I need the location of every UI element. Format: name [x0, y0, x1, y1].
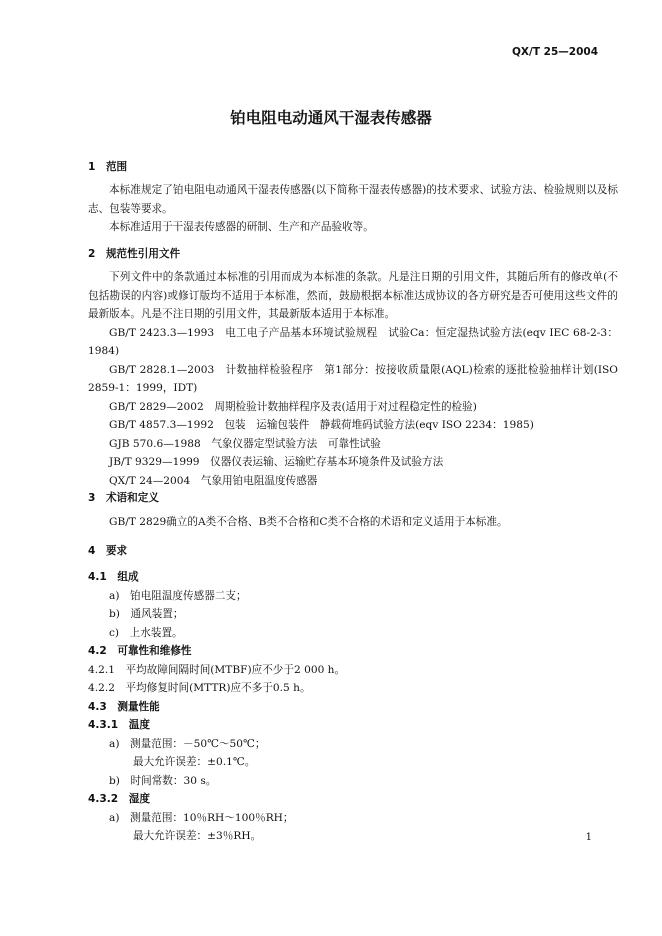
standard-code: QX/T 25—2004: [511, 46, 598, 58]
list-item: b) 通风装置；: [109, 608, 184, 620]
section-1-paragraph-2: 本标准适用于干湿表传感器的研制、生产和产品验收等。: [109, 221, 374, 233]
list-item: a) 测量范围：10％RH～100％RH；: [109, 811, 294, 824]
section-2-heading: 2 规范性引用文件: [88, 248, 181, 260]
section-4-2-heading: 4.2 可靠性和维修性: [88, 645, 192, 657]
section-3: [88, 489, 618, 508]
list-item: a) 测量范围：－50℃～50℃；: [109, 737, 266, 750]
list-item-continuation: 最大允许误差：±3％RH。: [133, 830, 262, 842]
section-1-paragraph-1: 本标准规定了铂电阻电动通风干湿表传感器(以下简称干湿表传感器)的技术要求、试验方法、检验规则以及标志、包装等要求。: [88, 184, 618, 215]
reference-item: GB/T 4857.3—1992 包装 运输包装件 静载荷堆码试验方法(eqv ISO 2234：1985): [109, 419, 534, 431]
page-number: 1: [585, 832, 592, 843]
reference-item: GB/T 2423.3—1993 电工电子产品基本环境试验规程 试验Ca：恒定湿热试验方法(eqv IEC 68-2-3：1984): [88, 326, 618, 357]
section-4-3-2-heading: 4.3.2 湿度: [88, 793, 150, 805]
list-item: b) 时间常数：30 s。: [109, 774, 217, 787]
section-3-heading: 3 术语和定义: [88, 492, 159, 504]
reference-item: GB/T 2828.1—2003 计数抽样检验程序 第1部分：按接收质量限(AQL)检索的逐批检验抽样计划(ISO 2859-1：1999，IDT): [88, 363, 618, 394]
section-1-heading: 1 范围: [88, 161, 128, 173]
list-item-continuation: 最大允许误差：±0.1℃。: [133, 756, 256, 768]
section-2-body: [88, 268, 618, 490]
list-item: a) 铂电阻温度传感器二支；: [109, 589, 247, 602]
reference-item: GB/T 2829—2002 周期检验计数抽样程序及表(适用于对过程稳定性的检验): [109, 400, 477, 413]
section-4-3-1-heading: 4.3.1 温度: [88, 719, 150, 731]
section-2-paragraph-1: 下列文件中的条款通过本标准的引用而成为本标准的条款。凡是注日期的引用文件，其随后所有的修改单(不包括勘误的内容)或修订版均不适用于本标准，然而，鼓励根据本标准达成协议的各方研究是否可使用这些文件的最新版本。凡是不注日期的引用文件，其最新版本适用于本标准。: [88, 271, 618, 320]
reference-item: JB/T 9329—1999 仪器仪表运输、运输贮存基本环境条件及试验方法: [109, 456, 444, 468]
section-2: [88, 245, 618, 264]
reference-item: QX/T 24—2004 气象用铂电阻温度传感器: [109, 474, 318, 487]
section-3-paragraph-1: GB/T 2829确立的A类不合格、B类不合格和C类不合格的术语和定义适用于本标准。: [109, 516, 508, 528]
section-1-body: [88, 181, 618, 237]
section-4-2-1: 4.2.1 平均故障间隔时间(MTBF)应不少于2 000 h。: [88, 663, 346, 676]
reference-item: GJB 570.6—1988 气象仪器定型试验方法 可靠性试验: [109, 437, 381, 450]
section-4-body: [88, 568, 618, 846]
section-3-body: [88, 513, 618, 532]
section-4-3-heading: 4.3 测量性能: [88, 700, 160, 713]
document-title: 铂电阻电动通风干湿表传感器: [230, 109, 432, 127]
list-item: c) 上水装置。: [109, 626, 183, 639]
section-1: [88, 158, 618, 177]
section-4-heading: 4 要求: [88, 545, 128, 557]
section-4-2-2: 4.2.2 平均修复时间(MTTR)应不多于0.5 h。: [88, 682, 311, 694]
section-4: [88, 542, 618, 561]
section-4-1-heading: 4.1 组成: [88, 571, 139, 583]
